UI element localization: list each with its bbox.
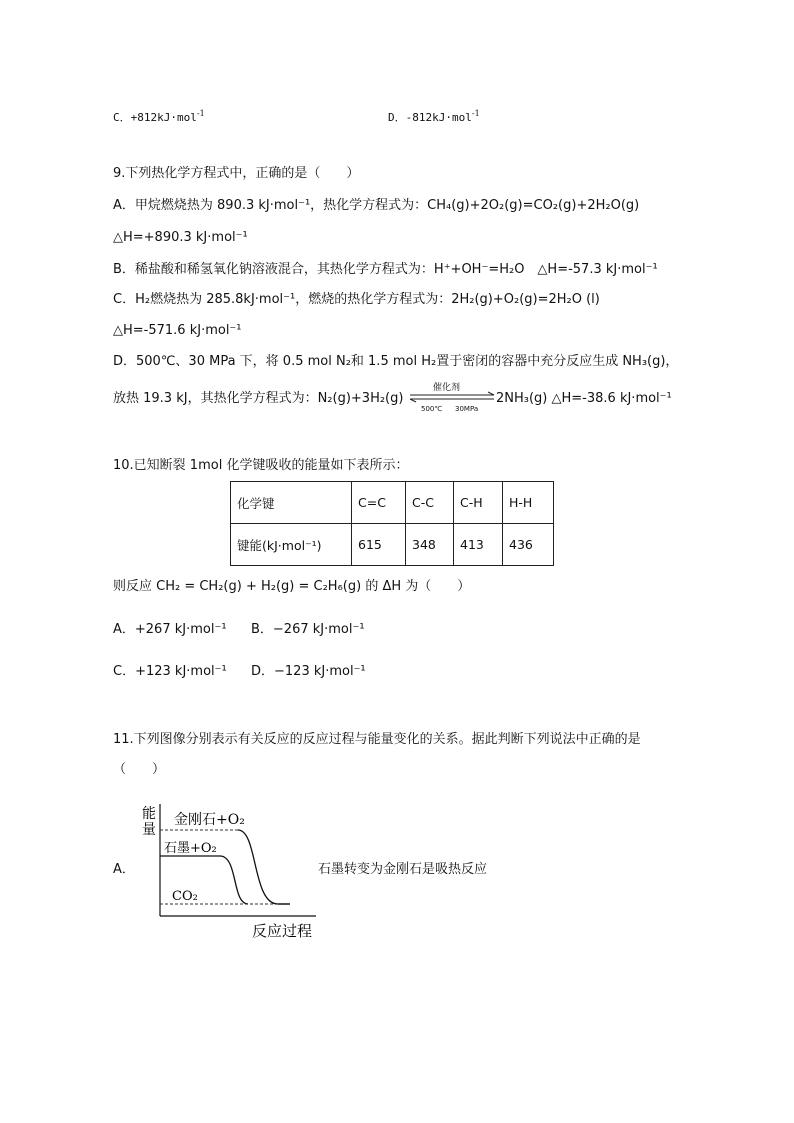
label-diamond: 金刚石+O₂ [174,812,245,828]
table-cell: H-H [503,482,554,524]
q11-option-a-label: A． [113,862,135,877]
q9-stem: 9.下列热化学方程式中，正确的是（ ） [113,166,360,181]
table-cell: C-C [406,482,454,524]
table-cell: 436 [503,524,554,566]
table-cell: 键能(kJ·mol⁻¹) [231,524,352,566]
q11-paren: （ ） [113,762,166,777]
q10-option-d: D．−123 kJ·mol⁻¹ [251,664,366,679]
series-diamond-curve [238,830,290,904]
q10-option-c: C．+123 kJ·mol⁻¹ [113,664,227,679]
q9-option-d-equation-left: 放热 19.3 kJ，其热化学方程式为：N₂(g)+3H₂(g) [113,391,404,406]
y-axis-label: 能 [142,806,156,822]
label-co2: CO₂ [172,889,198,904]
label-graphite: 石墨+O₂ [164,841,217,856]
reversible-arrow-icon [408,391,496,403]
table-cell: C=C [352,482,406,524]
table-cell: 615 [352,524,406,566]
q9-option-b: B．稀盐酸和稀氢氧化钠溶液混合，其热化学方程式为：H⁺+OH⁻=H₂O △H=-57.3 kJ·mol⁻¹ [113,262,658,277]
q11-stem: 11.下列图像分别表示有关反应的反应过程与能量变化的关系。据此判断下列说法中正确的是 [113,732,641,747]
q9-option-d-equation-right: 2NH₃(g) △H=-38.6 kJ·mol⁻¹ [496,391,672,406]
q9-option-a-dh: △H=+890.3 kJ·mol⁻¹ [113,230,248,245]
energy-diagram [140,798,320,942]
q9-option-c: C．H₂燃烧热为 285.8kJ·mol⁻¹，燃烧的热化学方程式为：2H₂(g)+O₂(g)=2H₂O (l) [113,292,600,307]
table-row [231,524,554,566]
x-axis-label: 反应过程 [252,922,313,940]
q11-option-a-text: 石墨转变为金刚石是吸热反应 [318,862,488,877]
table-cell: C-H [454,482,503,524]
bond-energy-table [230,481,554,566]
q10-option-a: A．+267 kJ·mol⁻¹ [113,622,227,637]
y-axis-label: 量 [142,822,156,838]
q10-option-b: B．−267 kJ·mol⁻¹ [251,622,365,637]
q10-stem: 10.已知断裂 1mol 化学键吸收的能量如下表所示： [113,458,409,473]
q10-question: 则反应 CH₂ = CH₂(g) + H₂(g) = C₂H₆(g) 的 ΔH 为（ ） [113,579,471,594]
catalyst-label: 催化剂 [433,383,461,393]
q9-option-c-dh: △H=-571.6 kJ·mol⁻¹ [113,323,242,338]
q9-option-d: D．500℃、30 MPa 下，将 0.5 mol N₂和 1.5 mol H₂置于密闭的容器中充分反应生成 NH₃(g)， [113,354,679,369]
q8-option-c: C．+812kJ·mol$^{-1}$ [113,109,205,125]
condition-pressure: 30MPa [455,405,479,413]
table-cell: 413 [454,524,503,566]
table-header-row [231,482,554,524]
table-cell: 348 [406,524,454,566]
q9-option-a: A．甲烷燃烧热为 890.3 kJ·mol⁻¹，热化学方程式为：CH₄(g)+2O₂(g)=CO₂(g)+2H₂O(g) [113,198,640,213]
q8-option-d: D．-812kJ·mol$^{-1}$ [388,109,480,125]
condition-temp: 500℃ [421,405,443,413]
table-cell: 化学键 [231,482,352,524]
